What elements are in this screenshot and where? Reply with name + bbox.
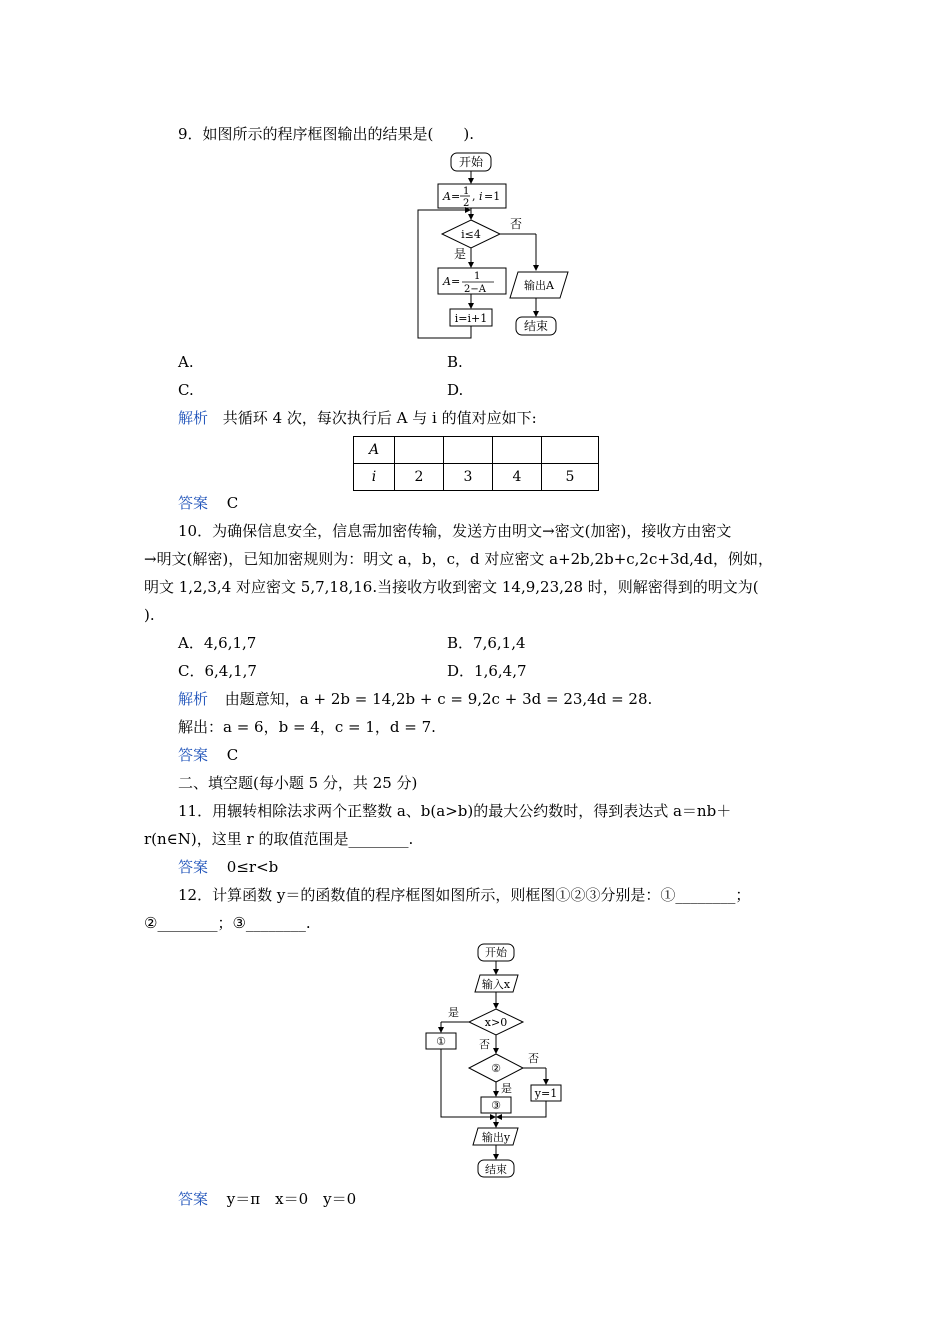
q10-analysis: [178, 689, 652, 709]
section-heading: 二、填空题(每小题 5 分，共 25 分): [178, 774, 418, 792]
q9-answer-value: C: [226, 494, 239, 512]
q12-line1: 12．计算函数 y＝的函数值的程序框图如图所示，则框图①②③分别是：①________；: [178, 886, 751, 904]
q12-end-text: 结束: [485, 1163, 507, 1176]
q9-option-d: D.: [447, 381, 464, 399]
q9-option-c: C.: [178, 381, 194, 399]
q9-stem: 9．如图所示的程序框图输出的结果是( ).: [178, 125, 475, 143]
svg-text:2−A: 2−A: [464, 284, 486, 295]
q9-output-text: 输出A: [524, 279, 554, 292]
q11-answer-label: 答案: [178, 858, 209, 876]
q11-answer-value: 0≤r<b: [226, 858, 279, 876]
table-row: [354, 437, 599, 464]
svg-text:i: i: [479, 190, 483, 203]
table-cell: [444, 437, 493, 464]
svg-text:=1: =1: [484, 190, 501, 203]
svg-text:A: A: [443, 275, 451, 288]
q9-analysis-label: 解析: [178, 409, 209, 427]
table-cell: [395, 437, 444, 464]
q12-answer: [178, 1189, 356, 1209]
svg-text:1: 1: [474, 271, 481, 282]
table-cell: 3: [444, 464, 493, 491]
q9-value-table: [353, 436, 599, 491]
table-cell: 4: [493, 464, 542, 491]
q9-answer-label: 答案: [178, 494, 209, 512]
q9-option-b: B.: [447, 353, 463, 371]
table-cell: [493, 437, 542, 464]
svg-text:1: 1: [463, 186, 470, 197]
svg-text:A: A: [443, 190, 451, 203]
svg-text:2: 2: [463, 198, 470, 209]
q12-cond2-text: ②: [491, 1062, 501, 1075]
table-cell-a-label: A: [354, 437, 395, 464]
q10-line1: 10．为确保信息安全，信息需加密传输，发送方由明文→密文(加密)，接收方由密文: [178, 522, 732, 540]
q10-option-d: D．1,6,4,7: [447, 662, 527, 680]
q10-analysis-text: 由题意知，a + 2b = 14,2b + c = 9,2c + 3d = 23,4d = 28.: [224, 690, 653, 708]
q10-answer-value: C: [226, 746, 239, 764]
q10-line2: →明文(解密)，已知加密规则为：明文 a，b，c，d 对应密文 a+2b,2b+c,2c+3d,4d，例如，: [144, 550, 774, 568]
svg-text:=: =: [451, 275, 461, 288]
q12-yes2-label: 是: [501, 1082, 512, 1095]
q9-answer: [178, 493, 238, 513]
q10-option-a: A．4,6,1,7: [178, 634, 257, 652]
q11-line1: 11．用辗转相除法求两个正整数 a、b(a>b)的最大公约数时，得到表达式 a＝nb＋: [178, 802, 732, 820]
q12-output-text: 输出y: [481, 1131, 511, 1144]
q9-start-text: 开始: [458, 155, 484, 169]
table-cell: 2: [395, 464, 444, 491]
q12-input-text: 输入x: [481, 978, 511, 991]
q12-flowchart: [415, 938, 575, 1178]
table-cell: [542, 437, 599, 464]
q9-yes-label: 是: [454, 247, 467, 261]
table-row: [354, 464, 599, 491]
q12-no1-label: 否: [479, 1038, 490, 1051]
q10-answer: [178, 745, 238, 765]
q10-line4: ).: [144, 606, 155, 624]
q10-analysis-label: 解析: [178, 690, 209, 708]
q12-answer-value: y＝π x＝0 y＝0: [226, 1190, 357, 1208]
svg-text:=: =: [451, 190, 461, 203]
q12-line2: ②________；③________.: [144, 914, 311, 932]
q9-option-a: A.: [178, 353, 194, 371]
q12-answer-label: 答案: [178, 1190, 209, 1208]
q9-cond-text: i≤4: [461, 228, 481, 241]
q9-analysis: [178, 408, 537, 428]
q10-line3: 明文 1,2,3,4 对应密文 5,7,18,16.当接收方收到密文 14,9,23,28 时，则解密得到的明文为(: [144, 578, 759, 596]
q12-start-text: 开始: [485, 946, 507, 959]
svg-text:,: ,: [472, 190, 476, 203]
q12-cond1-text: x>0: [484, 1016, 508, 1029]
q12-box3-text: ③: [491, 1099, 501, 1112]
q9-end-text: 结束: [523, 319, 549, 333]
q12-yes1-label: 是: [448, 1006, 459, 1019]
q9-flowchart: [400, 148, 590, 344]
q9-incr-text: i=i+1: [454, 312, 488, 325]
q12-box1-text: ①: [436, 1035, 446, 1048]
q12-assign-text: y=1: [534, 1087, 558, 1100]
q11-line2: r(n∈N)，这里 r 的取值范围是________.: [144, 830, 414, 848]
q10-answer-label: 答案: [178, 746, 209, 764]
q12-no2-label: 否: [528, 1052, 539, 1065]
q10-option-c: C．6,4,1,7: [178, 662, 257, 680]
q10-solve: 解出：a = 6，b = 4，c = 1，d = 7.: [178, 718, 436, 736]
q9-no-label: 否: [510, 217, 523, 231]
table-cell-i-label: i: [354, 464, 395, 491]
q9-analysis-text: 共循环 4 次，每次执行后 A 与 i 的值对应如下:: [222, 409, 537, 427]
table-cell: 5: [542, 464, 599, 491]
q11-answer: [178, 857, 278, 877]
q10-option-b: B．7,6,1,4: [447, 634, 526, 652]
